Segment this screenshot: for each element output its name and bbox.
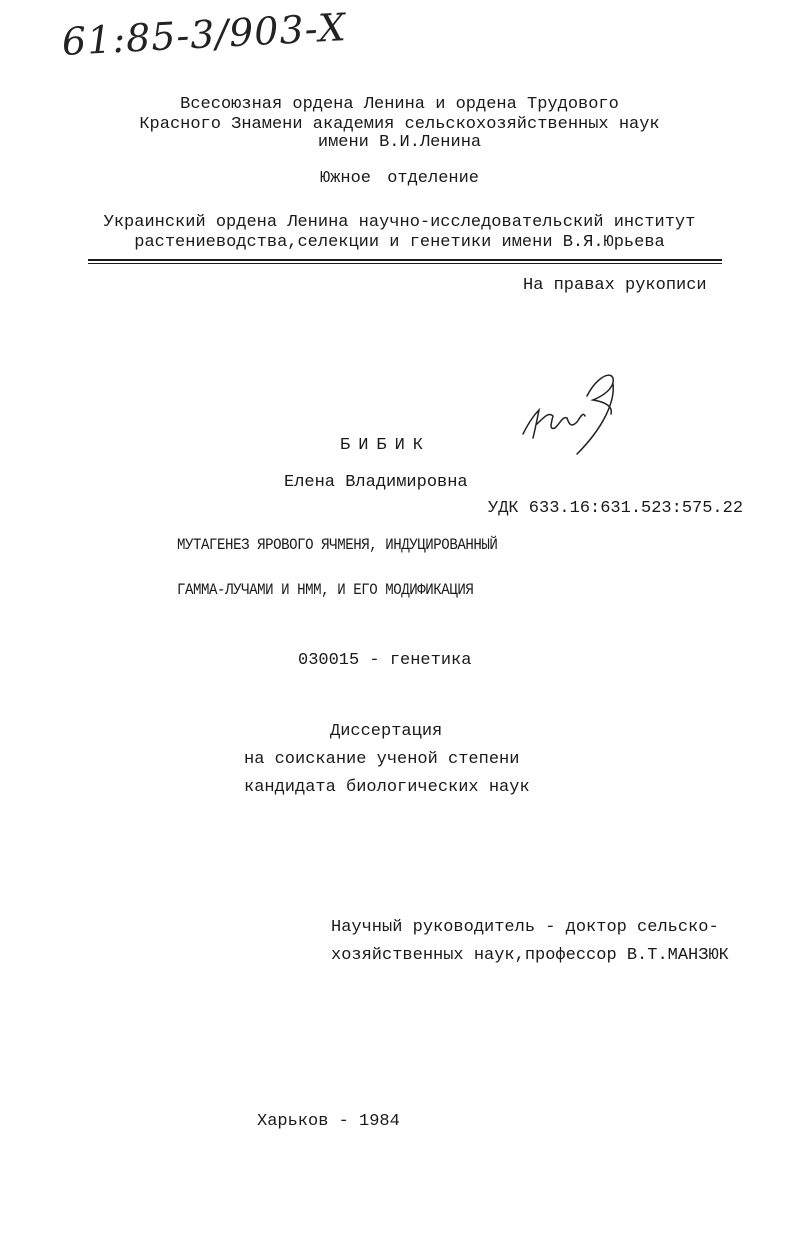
academy-line-2: Красного Знамени академия сельскохозяйственных наук (139, 115, 660, 134)
place-and-year: Харьков - 1984 (257, 1112, 400, 1131)
institute-line-2: растениеводства,селекции и генетики имени В.Я.Юрьева (134, 233, 665, 252)
author-full-name: Елена Владимировна (284, 473, 468, 492)
department-name: Южное отделение (319, 169, 480, 188)
degree-line-1: на соискание ученой степени (244, 750, 520, 769)
header-divider-thin (88, 263, 722, 264)
institute-line-1: Украинский ордена Ленина научно-исследовательский институт (103, 213, 696, 232)
udk-code: УДК 633.16:631.523:575.22 (488, 499, 744, 518)
author-surname: БИБИК (340, 436, 432, 455)
dissertation-title-line-1: МУТАГЕНЕЗ ЯРОВОГО ЯЧМЕНЯ, ИНДУЦИРОВАННЫЙ (177, 536, 498, 554)
handwritten-archive-code: 61:85-3/903-Х (60, 5, 348, 64)
degree-line-2: кандидата биологических наук (244, 778, 530, 797)
specialty-code: 030015 - генетика (298, 651, 472, 670)
academy-line-1: Всесоюзная ордена Ленина и ордена Трудового (180, 95, 619, 114)
header-divider (88, 259, 722, 261)
supervisor-line-1: Научный руководитель - доктор сельско- (331, 918, 719, 937)
dissertation-type: Диссертация (330, 722, 443, 741)
handwritten-signature (515, 360, 625, 460)
academy-line-3: имени В.И.Ленина (317, 133, 482, 152)
dissertation-title-line-2: ГАММА-ЛУЧАМИ И НММ, И ЕГО МОДИФИКАЦИЯ (177, 581, 474, 599)
manuscript-note: На правах рукописи (523, 276, 707, 295)
supervisor-line-2: хозяйственных наук,профессор В.Т.МАНЗЮК (331, 946, 729, 965)
